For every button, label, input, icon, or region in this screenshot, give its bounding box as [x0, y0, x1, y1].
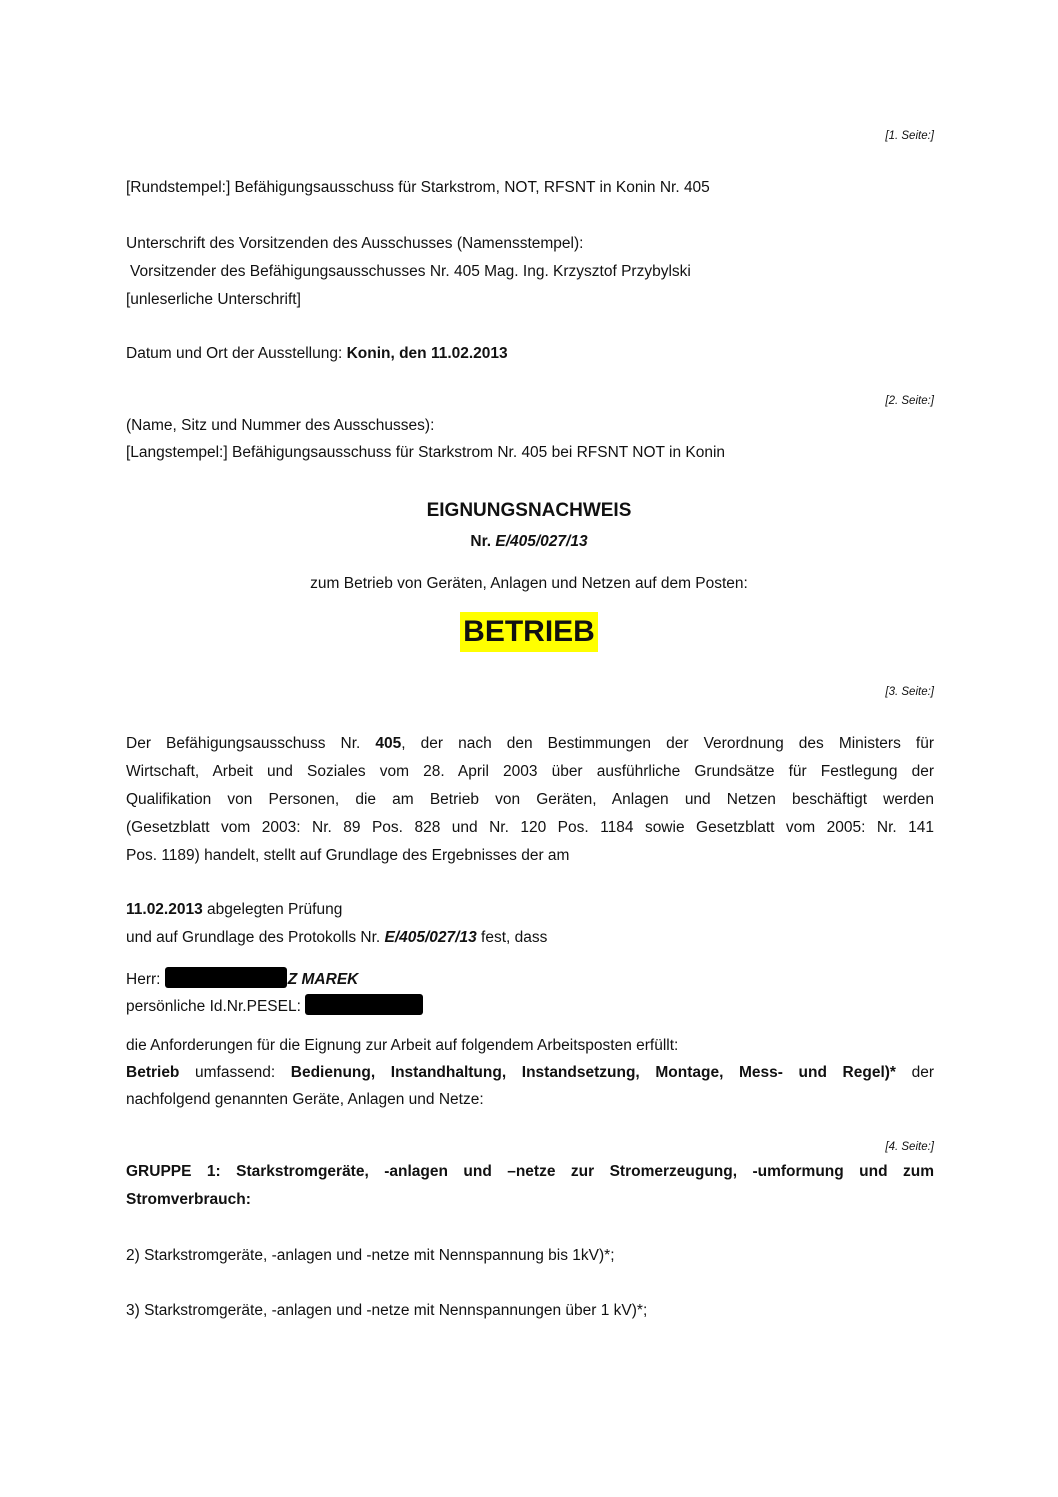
page-marker-1: [1. Seite:]: [885, 130, 934, 142]
pesel-line: [126, 994, 423, 1017]
group-heading-line-2: Stromverbrauch:: [126, 1191, 251, 1208]
group-item-3: 3) Starkstromgeräte, -anlagen und -netze mit Nennspannungen über 1 kV)*;: [126, 1302, 648, 1319]
group-item-2: 2) Starkstromgeräte, -anlagen und -netze mit Nennspannung bis 1kV)*;: [126, 1247, 615, 1264]
redaction-bar-pesel: [305, 994, 423, 1015]
scope-der: der: [895, 1064, 934, 1081]
paragraph-line-2: Wirtschaft, Arbeit und Soziales vom 28. April 2003 über ausführliche Grundsätze für Festlegung der: [126, 763, 934, 780]
scope-betrieb: Betrieb: [126, 1064, 180, 1081]
committee-number: 405: [375, 735, 402, 752]
protocol-line: [126, 928, 547, 948]
protocol-text-c: fest, dass: [476, 929, 548, 946]
page-marker-2: [2. Seite:]: [885, 395, 934, 407]
protocol-number: E/405/027/13: [384, 929, 477, 946]
paragraph-line-5: Pos. 1189) handelt, stellt auf Grundlage des Ergebnisses der am: [126, 847, 570, 864]
illegible-signature-note: [unleserliche Unterschrift]: [126, 291, 301, 308]
round-stamp-text: [Rundstempel:] Befähigungsausschuss für Starkstrom, NOT, RFSNT in Konin Nr. 405: [126, 179, 710, 196]
certificate-title: EIGNUNGSNACHWEIS: [426, 500, 632, 521]
certificate-number-value: E/405/027/13: [495, 533, 588, 550]
exam-date: 11.02.2013: [126, 901, 203, 918]
exam-line: [126, 900, 342, 920]
person-name-visible: Z MAREK: [287, 971, 359, 988]
person-line: [126, 967, 358, 990]
certificate-number-prefix: Nr.: [470, 533, 496, 550]
scope-line-1: [126, 1063, 934, 1083]
para-text-a: Der Befähigungsausschuss Nr.: [126, 735, 376, 752]
issue-value: Konin, den 11.02.2013: [346, 345, 508, 362]
name-stamp-text: Vorsitzender des Befähigungsausschusses Nr. 405 Mag. Ing. Krzysztof Przybylski: [130, 263, 691, 280]
paragraph-line-3: Qualifikation von Personen, die am Betrieb von Geräten, Anlagen und Netzen beschäftigt werden: [126, 791, 934, 808]
page-marker-4: [4. Seite:]: [885, 1141, 934, 1153]
para-text-c: , der nach den Bestimmungen der Verordnung des Ministers für: [401, 735, 934, 752]
certificate-post-wrap: [0, 612, 1058, 652]
pesel-label: persönliche Id.Nr.PESEL:: [126, 998, 306, 1015]
paragraph-line-1: [126, 734, 934, 754]
signature-label: Unterschrift des Vorsitzenden des Ausschusses (Namensstempel):: [126, 235, 584, 252]
scope-line-2: nachfolgend genannten Geräte, Anlagen und Netze:: [126, 1091, 484, 1108]
requirements-line: die Anforderungen für die Eignung zur Arbeit auf folgendem Arbeitsposten erfüllt:: [126, 1037, 679, 1054]
issue-date-line: [126, 344, 508, 364]
scope-activities: Bedienung, Instandhaltung, Instandsetzung, Montage, Mess- und Regel)*: [290, 1064, 896, 1081]
person-label: Herr:: [126, 971, 165, 988]
long-stamp-text: [Langstempel:] Befähigungsausschuss für Starkstrom Nr. 405 bei RFSNT NOT in Konin: [126, 444, 726, 461]
paragraph-line-4: (Gesetzblatt vom 2003: Nr. 89 Pos. 828 und Nr. 120 Pos. 1184 sowie Gesetzblatt vom 2005: Nr. 141: [126, 819, 934, 836]
protocol-text-a: und auf Grundlage des Protokolls Nr.: [126, 929, 385, 946]
issue-label: Datum und Ort der Ausstellung:: [126, 345, 347, 362]
exam-text: abgelegten Prüfung: [202, 901, 343, 918]
group-heading-line-1: GRUPPE 1: Starkstromgeräte, -anlagen und –netze zur Stromerzeugung, -umformung und zum: [126, 1163, 934, 1180]
scope-umfassend: umfassend:: [179, 1064, 291, 1081]
certificate-number: [0, 533, 1058, 551]
page-marker-3: [3. Seite:]: [885, 686, 934, 698]
certificate-purpose: zum Betrieb von Geräten, Anlagen und Netzen auf dem Posten:: [310, 575, 748, 592]
certificate-post-highlight: BETRIEB: [460, 612, 598, 652]
committee-label: (Name, Sitz und Nummer des Ausschusses):: [126, 417, 435, 434]
redaction-bar-name: [165, 967, 287, 988]
